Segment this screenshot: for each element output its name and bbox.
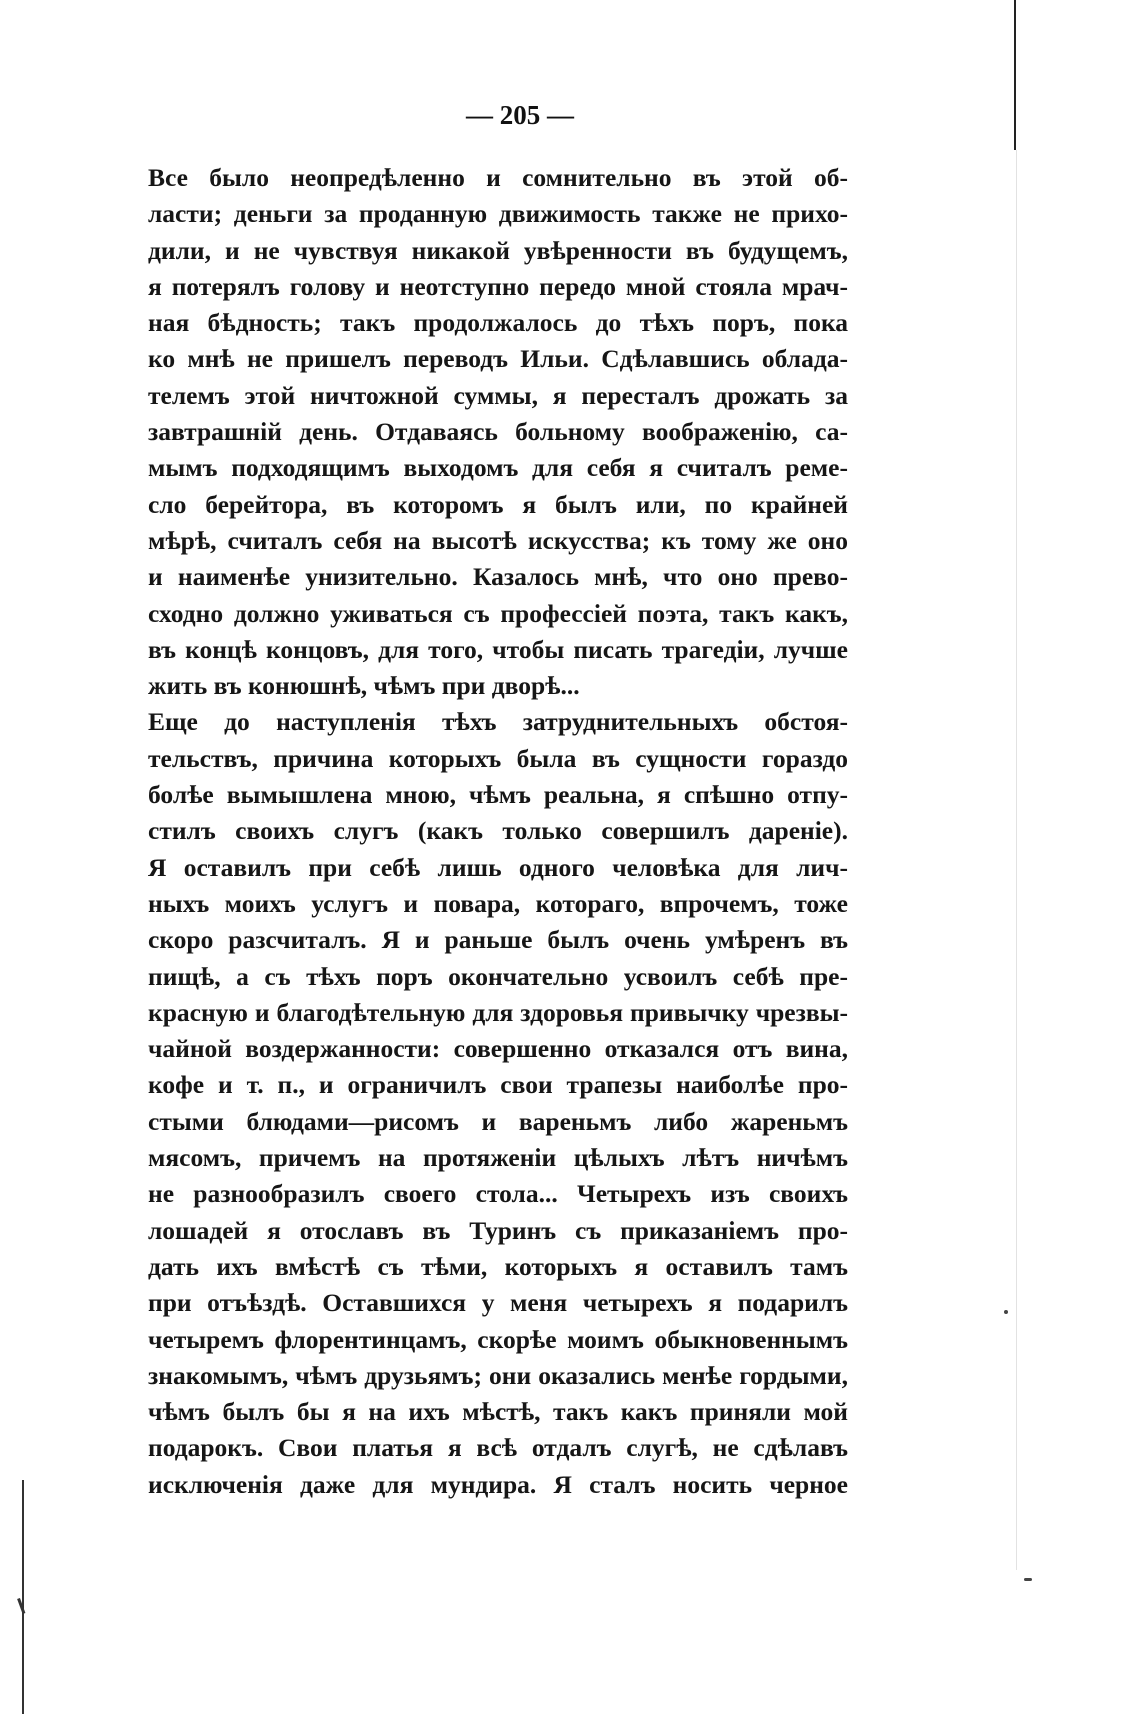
body-text [148, 160, 848, 1503]
text-line: ко мнѣ не пришелъ переводъ Ильи. Сдѣлавшись облада- [148, 344, 848, 374]
scan-speck [1004, 1310, 1008, 1314]
text-line: завтрашній день. Отдаваясь больному воображенію, са- [148, 417, 848, 447]
text-line: мясомъ, причемъ на протяженіи цѣлыхъ лѣтъ ничѣмъ [148, 1143, 848, 1173]
text-line: чѣмъ былъ бы я на ихъ мѣстѣ, такъ какъ приняли мой [148, 1397, 848, 1427]
text-line: Все было неопредѣленно и сомнительно въ этой об- [148, 163, 848, 192]
text-line: тельствъ, причина которыхъ была въ сущности гораздо [148, 743, 848, 773]
text-line: Еще до наступленія тѣхъ затруднительныхъ обстоя- [148, 707, 848, 737]
text-line: при отъѣздѣ. Оставшихся у меня четырехъ я подарилъ [148, 1288, 848, 1318]
text-line: мѣрѣ, считалъ себя на высотѣ искусства; къ тому же оно [148, 525, 848, 555]
text-line: мымъ подходящимъ выходомъ для себя я считалъ реме- [148, 453, 848, 483]
text-line: жить въ конюшнѣ, чѣмъ при дворѣ... [148, 671, 580, 701]
text-line: подарокъ. Свои платья я всѣ отдалъ слугѣ, не сдѣлавъ [148, 1433, 848, 1463]
text-line: ныхъ моихъ услугъ и повара, котораго, впрочемъ, тоже [148, 888, 848, 918]
page-edge-shadow [1016, 150, 1017, 1570]
text-line: пищѣ, а съ тѣхъ поръ окончательно усвоилъ себѣ пре- [148, 961, 848, 991]
text-line: телемъ этой ничтожной суммы, я пересталъ дрожать за [148, 380, 848, 410]
text-line: стыми блюдами—рисомъ и вареньмъ либо жареньмъ [148, 1106, 848, 1136]
text-line: и наименѣе унизительно. Казалось мнѣ, что оно прево- [148, 562, 848, 592]
text-line: болѣе вымышлена мною, чѣмъ реальна, я спѣшно отпу- [148, 780, 848, 810]
scan-speck [1024, 1578, 1032, 1581]
text-line: сло берейтора, въ которомъ я былъ или, по крайней [148, 489, 848, 519]
text-line: Я оставилъ при себѣ лишь одного человѣка для лич- [148, 852, 848, 882]
text-line: ная бѣдность; такъ продолжалось до тѣхъ поръ, пока [148, 308, 848, 338]
text-line: скоро разсчиталъ. Я и раньше былъ очень умѣренъ въ [148, 925, 848, 955]
text-line: исключенія даже для мундира. Я сталъ носить черное [148, 1469, 848, 1499]
text-line: четыремъ флорентинцамъ, скорѣе моимъ обыкновеннымъ [148, 1324, 848, 1354]
page-number: — 205 — [466, 100, 574, 130]
text-line: въ концѣ концовъ, для того, чтобы писать трагедіи, лучше [148, 634, 848, 664]
text-line: дать ихъ вмѣстѣ съ тѣми, которыхъ я оставилъ тамъ [148, 1251, 848, 1281]
text-line: дили, и не чувствуя никакой увѣренности въ будущемъ, [148, 235, 848, 265]
text-line: стилъ своихъ слугъ (какъ только совершилъ дареніе). [148, 816, 848, 846]
text-line: красную и благодѣтельную для здоровья привычку чрезвы- [148, 997, 848, 1027]
text-line: кофе и т. п., и ограничилъ свои трапезы наиболѣе про- [148, 1070, 848, 1100]
text-line: чайной воздержанности: совершенно отказался отъ вина, [148, 1034, 848, 1064]
text-line: сходно должно уживаться съ профессіей поэта, такъ какъ, [148, 598, 848, 628]
text-line: знакомымъ, чѣмъ друзьямъ; они оказались менѣе гордыми, [148, 1360, 848, 1390]
text-line: ласти; деньги за проданную движимость также не прихо- [148, 199, 848, 229]
binding-edge-line [22, 1480, 24, 1714]
text-line: лошадей я отославъ въ Туринъ съ приказаніемъ про- [148, 1215, 848, 1245]
text-line: я потерялъ голову и неотступно передо мной стояла мрач- [148, 271, 848, 301]
text-line: не разнообразилъ своего стола... Четырехъ изъ своихъ [148, 1179, 848, 1209]
